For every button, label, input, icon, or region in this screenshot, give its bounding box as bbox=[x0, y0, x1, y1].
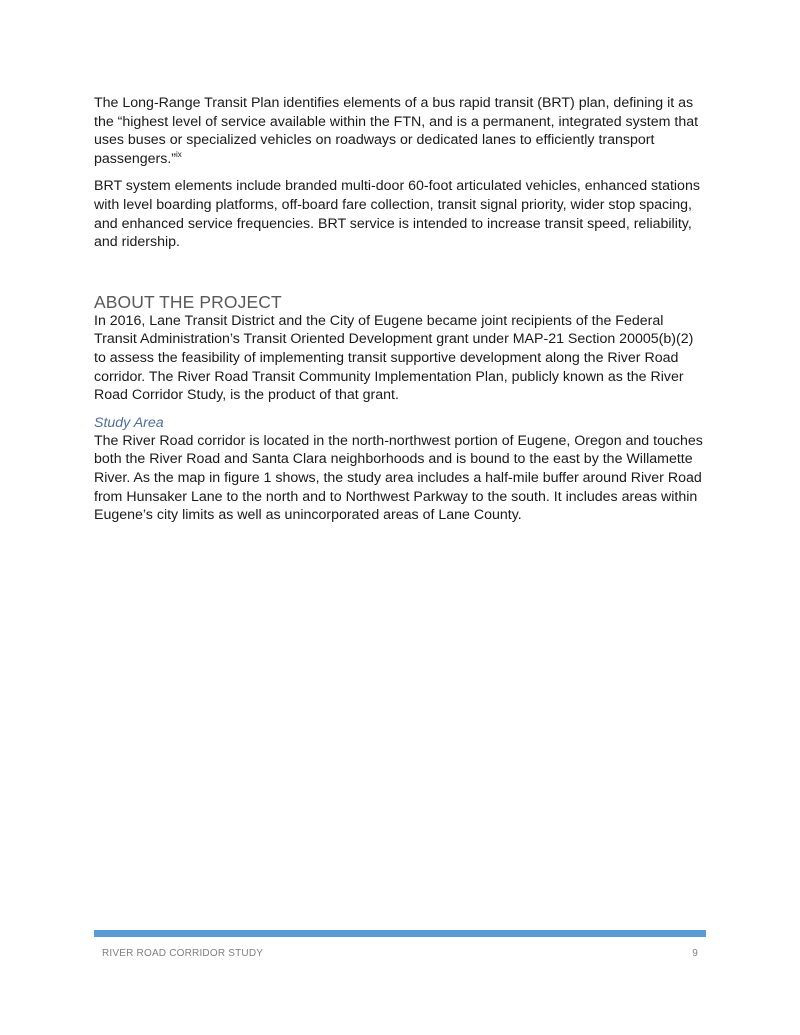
page-number: 9 bbox=[692, 948, 698, 959]
intro-paragraph-1-text: The Long-Range Transit Plan identifies elements of a bus rapid transit (BRT) plan, defining it as the “highest level of service available within the FTN, and is a permanent, integrated system that uses buses or specialized vehicles on roadways or dedicated lanes to efficiently transport passengers.” bbox=[94, 95, 699, 167]
footnote-marker: ix bbox=[176, 149, 182, 159]
footer-rule bbox=[94, 930, 706, 937]
page-footer bbox=[102, 948, 698, 959]
study-area-paragraph: The River Road corridor is located in the north-northwest portion of Eugene, Oregon and touches both the River Road and Santa Clara neighborhoods and is bound to the east by the Willamette River. As the map in figure 1 shows, the study area includes a half-mile buffer around River Road from Hunsaker Lane to the north and to Northwest Parkway to the south. It includes areas within Eugene’s city limits as well as unincorporated areas of Lane County. bbox=[94, 432, 703, 524]
section-heading-about-the-project: ABOUT THE PROJECT bbox=[94, 291, 282, 312]
document-body bbox=[94, 94, 706, 525]
about-paragraph: In 2016, Lane Transit District and the City of Eugene became joint recipients of the Federal Transit Administration’s Transit Oriented Development grant under MAP-21 Section 20005(b)(2) to assess the feasibility of implementing transit supportive development along the River Road corridor. The River Road Transit Community Implementation Plan, publicly known as the River Road Corridor Study, is the product of that grant. bbox=[94, 312, 694, 404]
intro-paragraph-brt-elements: BRT system elements include branded multi-door 60-foot articulated vehicles, enhanced stations with level boarding platforms, off-board fare collection, transit signal priority, wider stop spacing, and enhanced service frequencies. BRT service is intended to increase transit speed, reliability, and ridership. bbox=[94, 178, 700, 251]
subheading-study-area: Study Area bbox=[94, 414, 164, 431]
intro-paragraph-brt-definition bbox=[94, 94, 706, 168]
footer-title: RIVER ROAD CORRIDOR STUDY bbox=[102, 948, 264, 959]
